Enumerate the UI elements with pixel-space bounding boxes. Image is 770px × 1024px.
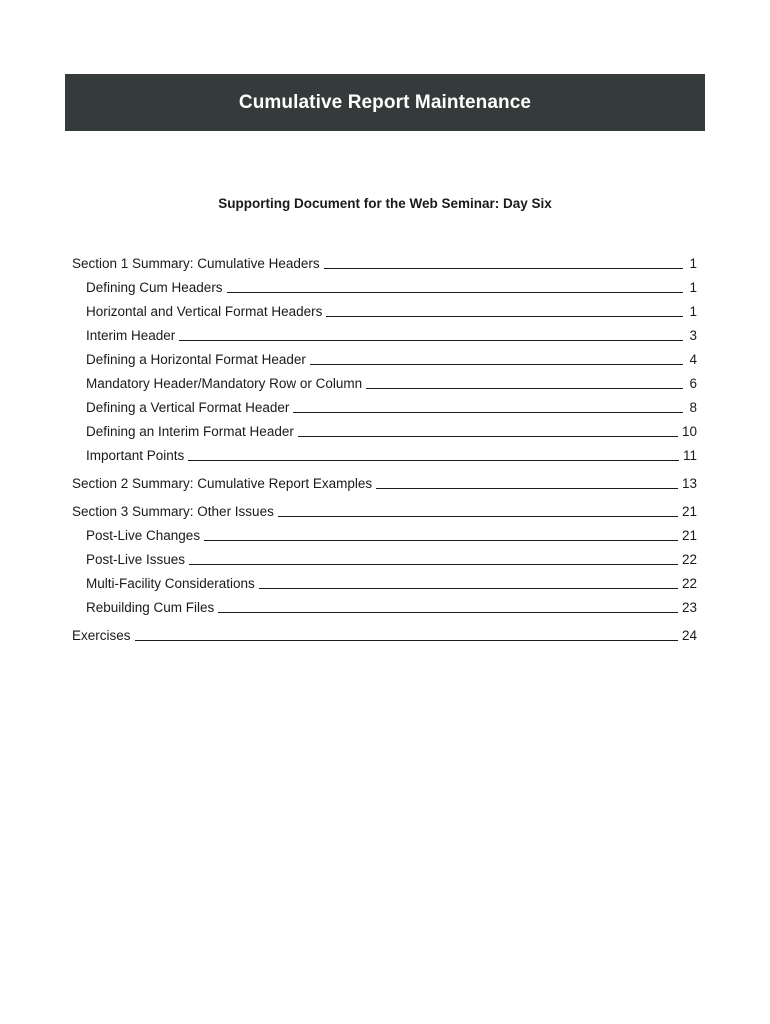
toc-entry-label: Section 1 Summary: Cumulative Headers (72, 256, 320, 271)
toc-entry-post-live-changes[interactable] (72, 520, 697, 544)
toc-entry-defining-interim-format-header[interactable] (72, 416, 697, 440)
toc-leader-line (179, 340, 683, 341)
toc-leader-line (188, 460, 679, 461)
toc-entry-page: 4 (689, 352, 697, 367)
toc-entry-page: 21 (681, 528, 697, 543)
toc-entry-horizontal-vertical-format-headers[interactable] (72, 296, 697, 320)
document-title: Cumulative Report Maintenance (238, 91, 532, 113)
toc-entry-label: Horizontal and Vertical Format Headers (86, 304, 323, 319)
toc-entry-label: Important Points (86, 448, 185, 463)
toc-leader-line (293, 412, 683, 413)
toc-entry-page: 22 (681, 576, 697, 591)
toc-leader-line (278, 516, 678, 517)
toc-entry-multi-facility-considerations[interactable] (72, 568, 697, 592)
table-of-contents (72, 248, 697, 644)
toc-leader-line (310, 364, 683, 365)
toc-entry-label: Defining a Vertical Format Header (86, 400, 290, 415)
toc-entry-page: 13 (681, 476, 697, 491)
toc-leader-line (204, 540, 678, 541)
toc-leader-line (227, 292, 683, 293)
toc-entry-label: Section 3 Summary: Other Issues (72, 504, 274, 519)
toc-entry-mandatory-header[interactable] (72, 368, 697, 392)
toc-entry-label: Multi-Facility Considerations (86, 576, 255, 591)
toc-leader-line (298, 436, 678, 437)
toc-entry-page: 10 (681, 424, 697, 439)
toc-entry-label: Defining Cum Headers (86, 280, 223, 295)
toc-entry-page: 1 (689, 280, 697, 295)
toc-entry-section-1[interactable] (72, 248, 697, 272)
toc-entry-rebuilding-cum-files[interactable] (72, 592, 697, 616)
toc-entry-defining-cum-headers[interactable] (72, 272, 697, 296)
toc-entry-label: Exercises (72, 628, 131, 643)
toc-entry-page: 11 (682, 448, 697, 463)
title-banner (65, 74, 705, 131)
toc-entry-label: Defining a Horizontal Format Header (86, 352, 306, 367)
toc-entry-interim-header[interactable] (72, 320, 697, 344)
toc-entry-page: 23 (681, 600, 697, 615)
toc-entry-label: Defining an Interim Format Header (86, 424, 294, 439)
toc-entry-label: Post-Live Changes (86, 528, 201, 543)
toc-entry-page: 6 (689, 376, 697, 391)
document-subtitle: Supporting Document for the Web Seminar: Day Six (218, 196, 552, 211)
toc-leader-line (259, 588, 678, 589)
toc-entry-page: 22 (681, 552, 697, 567)
toc-entry-important-points[interactable] (72, 440, 697, 464)
toc-entry-defining-vertical-format-header[interactable] (72, 392, 697, 416)
toc-entry-defining-horizontal-format-header[interactable] (72, 344, 697, 368)
toc-leader-line (326, 316, 683, 317)
toc-entry-label: Post-Live Issues (86, 552, 186, 567)
toc-entry-page: 21 (681, 504, 697, 519)
toc-entry-section-3[interactable] (72, 496, 697, 520)
toc-entry-exercises[interactable] (72, 620, 697, 644)
toc-entry-page: 1 (689, 304, 697, 319)
toc-entry-page: 1 (689, 256, 697, 271)
toc-leader-line (189, 564, 678, 565)
toc-entry-label: Rebuilding Cum Files (86, 600, 215, 615)
toc-entry-page: 24 (681, 628, 697, 643)
toc-entry-section-2[interactable] (72, 468, 697, 492)
toc-entry-page: 3 (689, 328, 697, 343)
toc-leader-line (218, 612, 678, 613)
toc-entry-post-live-issues[interactable] (72, 544, 697, 568)
toc-entry-page: 8 (689, 400, 697, 415)
toc-leader-line (135, 640, 678, 641)
toc-entry-label: Mandatory Header/Mandatory Row or Column (86, 376, 363, 391)
toc-entry-label: Interim Header (86, 328, 176, 343)
toc-leader-line (324, 268, 683, 269)
toc-entry-label: Section 2 Summary: Cumulative Report Examples (72, 476, 373, 491)
toc-leader-line (366, 388, 683, 389)
toc-leader-line (376, 488, 678, 489)
